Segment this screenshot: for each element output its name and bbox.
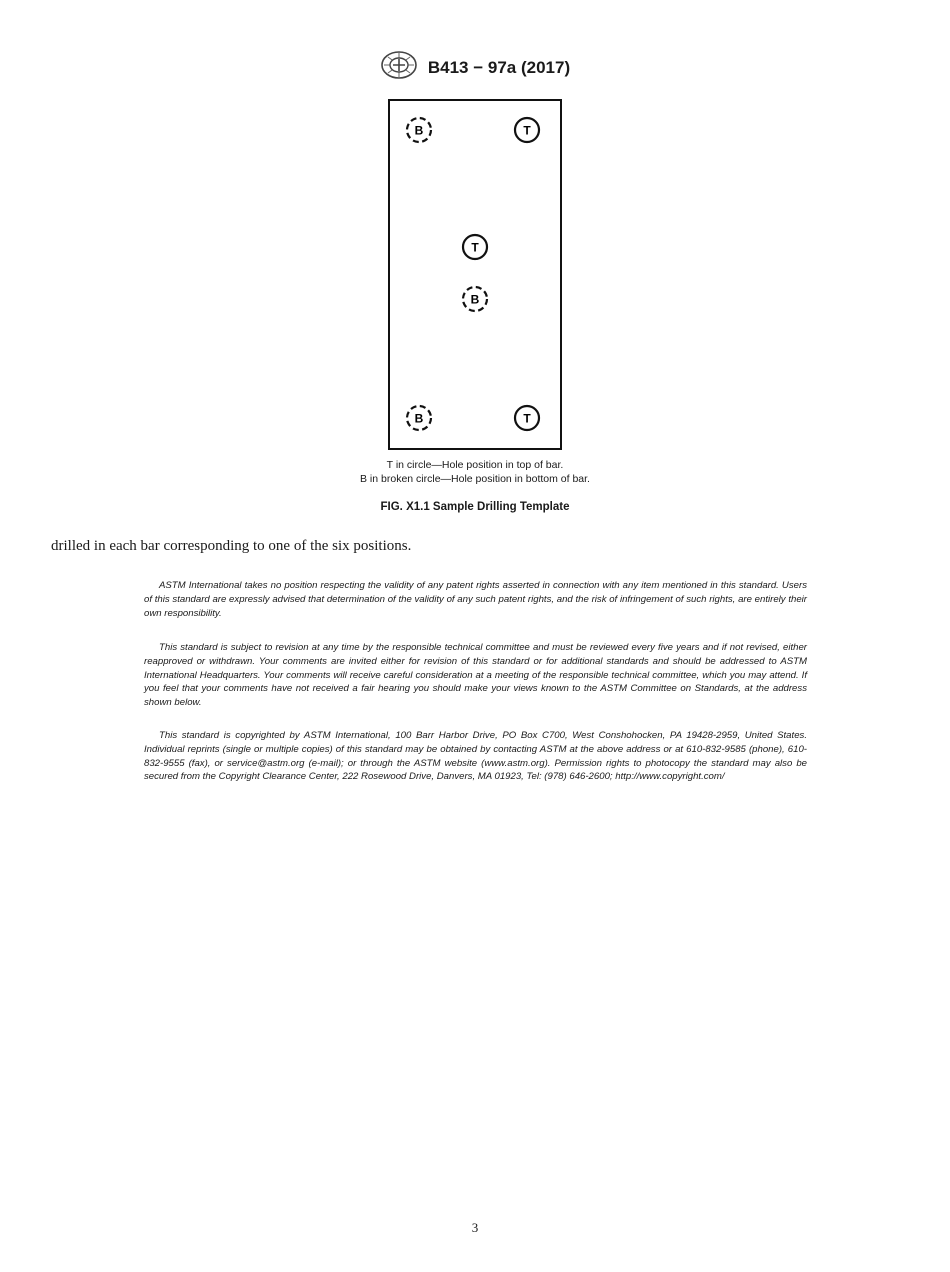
figure-caption: FIG. X1.1 Sample Drilling Template xyxy=(380,501,570,513)
hole-marker xyxy=(515,406,539,430)
hole-label: B xyxy=(414,411,424,426)
drilling-template-figure xyxy=(386,98,566,452)
page-header xyxy=(0,50,950,85)
hole-marker xyxy=(463,287,487,311)
figure-legend-top: T in circle—Hole position in top of bar. xyxy=(386,459,564,471)
hole-label: B xyxy=(414,123,424,138)
hole-marker xyxy=(407,406,431,430)
bar-outline xyxy=(389,100,561,449)
patent-notice: ASTM International takes no position respecting the validity of any patent rights asserted in connection with any item mentioned in this standard. Users of this standard are expressly advised that determination of the validity of any such patent rights, and the risk of infringement of such rights, are entirely their own responsibility. xyxy=(144,580,807,619)
standard-designation: B413 − 97a (2017) xyxy=(427,57,571,77)
hole-marker xyxy=(515,118,539,142)
revision-notice: This standard is subject to revision at any time by the responsible technical committee and must be reviewed every five years and if not revised, either reapproved or withdrawn. Your comments are invited either for revision of this standard or for additional standards and should be addressed to ASTM International Headquarters. Your comments will receive careful consideration at a meeting of the responsible technical committee, which you may attend. If you feel that your comments have not received a fair hearing you should make your views known to the ASTM Committee on Standards, at the address shown below. xyxy=(144,642,807,709)
hole-label: T xyxy=(523,123,531,138)
hole-marker xyxy=(407,118,431,142)
astm-logo-icon xyxy=(380,50,418,85)
hole-label: T xyxy=(523,411,531,426)
figure-legend-bottom: B in broken circle—Hole position in bottom of bar. xyxy=(360,473,590,485)
body-paragraph: drilled in each bar corresponding to one of the six positions. xyxy=(51,538,412,554)
page-number: 3 xyxy=(471,1220,479,1235)
copyright-notice: This standard is copyrighted by ASTM International, 100 Barr Harbor Drive, PO Box C700, West Conshohocken, PA 19428-2959, United States. Individual reprints (single or multiple copies) of this standard may be obtained by contacting ASTM at the above address or at 610-832-9585 (phone), 610-832-9555 (fax), or service@astm.org (e-mail); or through the ASTM website (www.astm.org). Permission rights to photocopy the standard may also be secured from the Copyright Clearance Center, 222 Rosewood Drive, Danvers, MA 01923, Tel: (978) 646-2600; http://www.copyright.com/ xyxy=(144,730,807,783)
hole-marker xyxy=(463,235,487,259)
hole-label: T xyxy=(471,240,479,255)
hole-label: B xyxy=(470,292,480,307)
